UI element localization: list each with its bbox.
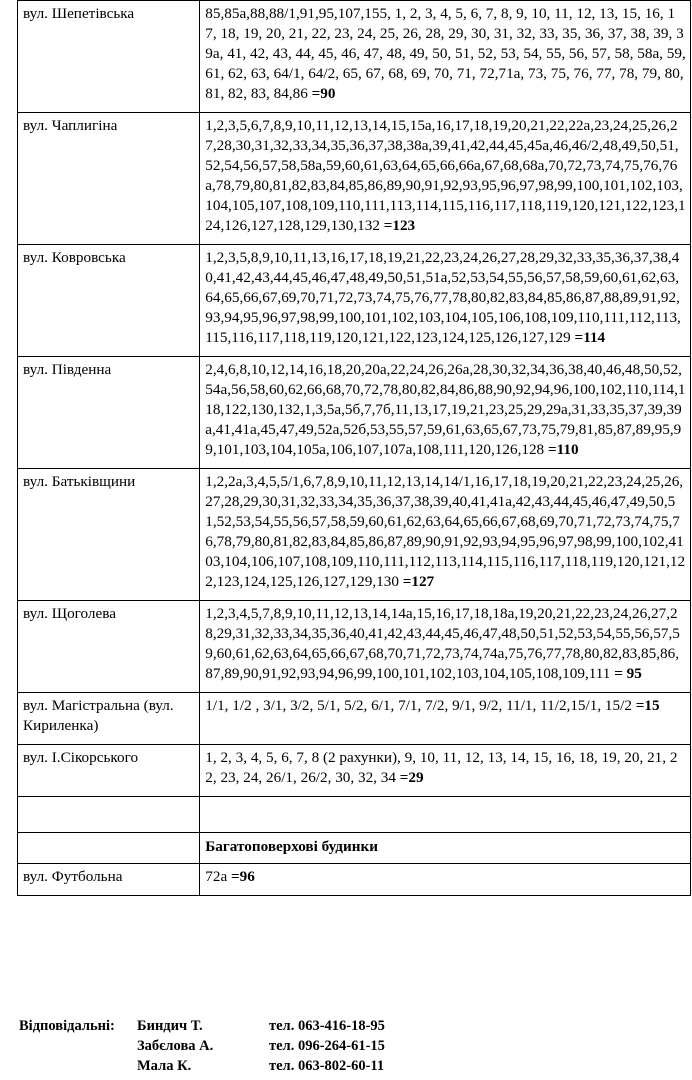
contact-row: [19, 1016, 385, 1036]
street-name: вул. Чаплигіна: [18, 113, 200, 245]
numbers-text: 2,4,6,8,10,12,14,16,18,20,20а,22,24,26,26а,28,30,32,34,36,38,40,46,48,50,52,54а,56,58,60,62,66,68,70,72,78,80,82,84,86,88,90,92,94,96,100,102,110,114,118,122,130,132,1,3,5а,5б,7,7б,11,13,17,19,21,23,25,29,29а,31,33,35,37,39,39а,41,41а,45,47,49,52а,52б,53,55,57,59,61,63,65,67,73,75,79,81,85,87,89,95,99,101,103,104,105а,106,107,107а,108,111,120,126,128: [205, 361, 686, 458]
house-numbers: [200, 357, 691, 469]
section-row: [18, 833, 691, 864]
blank-row: [18, 797, 691, 833]
numbers-text: 1,2,3,4,5,7,8,9,10,11,12,13,14,14а,15,16,17,18,18а,19,20,21,22,23,24,26,27,28,29,31,32,33,34,35,36,40,41,42,43,44,45,46,47,48,50,51,52,53,54,55,56,57,59,60,61,62,63,64,65,66,67,68,70,71,72,73,74,74а,75,76,77,78,80,82,83,85,86,87,89,90,91,92,93,94,96,99,100,101,102,103,104,105,108,109,111: [205, 605, 680, 682]
contact-row: [19, 1056, 385, 1076]
contact-phone: тел. 096-264-61-15: [269, 1038, 385, 1054]
contact-name: Биндич Т.: [137, 1018, 203, 1034]
contact-phone: тел. 063-802-60-11: [269, 1058, 385, 1074]
table-row: [18, 1, 691, 113]
blank-cell: [200, 797, 691, 833]
house-numbers: [200, 693, 691, 745]
total-count: =29: [399, 769, 424, 786]
house-numbers: [200, 113, 691, 245]
house-numbers: [200, 864, 691, 896]
section-title: Багатоповерхові будинки: [200, 833, 691, 864]
responsible-label: Відповідальні:: [19, 1018, 115, 1034]
street-name: вул. І.Сікорського: [18, 745, 200, 797]
table-row: [18, 864, 691, 896]
responsible-footer: [19, 1016, 385, 1076]
house-numbers: [200, 245, 691, 357]
numbers-text: 72а: [205, 868, 231, 885]
table-row: [18, 113, 691, 245]
numbers-text: 1,2,3,5,6,7,8,9,10,11,12,13,14,15,15а,16,17,18,19,20,21,22,22а,23,24,25,26,27,28,30,31,32,33,34,35,36,37,38,38а,39,41,42,44,45,45а,46,46/2,48,49,50,51,52,54,56,57,58,58а,59,60,61,63,64,65,66,66а,67,68,68а,70,72,73,74,75,76,76а,78,79,80,81,82,83,84,85,86,89,90,91,92,93,95,96,97,98,99,100,101,102,103,104,105,107,108,109,110,111,113,114,115,116,117,118,119,120,121,122,123,124,126,127,128,129,130,132: [205, 117, 686, 234]
table-row: [18, 245, 691, 357]
street-name: вул. Футбольна: [18, 864, 200, 896]
numbers-text: 1,2,2а,3,4,5,5/1,6,7,8,9,10,11,12,13,14,14/1,16,17,18,19,20,21,22,23,24,25,26,27,28,29,30,31,32,33,34,35,36,37,38,39,40,41,41а,42,43,44,45,46,47,49,50,51,52,53,54,55,56,57,58,59,60,61,62,63,64,65,66,67,68,69,70,71,72,73,74,75,76,78,79,80,81,82,83,84,85,86,87,89,90,91,92,93,94,95,96,97,98,99,100,102,4103,104,106,107,108,109,110,111,112,113,114,115,116,117,118,119,120,121,122,123,124,125,126,127,129,130: [205, 473, 686, 590]
table-row: [18, 469, 691, 601]
label-spacer: [19, 1056, 137, 1076]
total-count: = 95: [614, 665, 642, 682]
numbers-text: 1/1, 1/2 , 3/1, 3/2, 5/1, 5/2, 6/1, 7/1, 7/2, 9/1, 9/2, 11/1, 11/2,15/1, 15/2: [205, 697, 636, 714]
total-count: =15: [635, 697, 660, 714]
contact-phone: тел. 063-416-18-95: [269, 1018, 385, 1034]
streets-table: [17, 0, 691, 896]
street-name: вул. Магістральна (вул. Кириленка): [18, 693, 200, 745]
total-count: =114: [574, 329, 606, 346]
table-row: [18, 357, 691, 469]
table-row: [18, 601, 691, 693]
contact-name: Забєлова А.: [137, 1038, 214, 1054]
street-name: вул. Ковровська: [18, 245, 200, 357]
blank-cell: [18, 797, 200, 833]
total-count: =110: [547, 441, 579, 458]
contact-row: [19, 1036, 385, 1056]
street-name: вул. Південна: [18, 357, 200, 469]
table-row: [18, 745, 691, 797]
numbers-text: 1,2,3,5,8,9,10,11,13,16,17,18,19,21,22,23,24,26,27,28,29,32,33,35,36,37,38,40,41,42,43,44,45,46,47,48,49,50,51,51а,52,53,54,55,56,57,58,59,60,61,62,63,64,65,66,67,69,70,71,72,73,74,75,76,77,78,80,82,83,84,85,86,87,88,89,91,92,93,94,95,96,97,98,99,100,101,102,103,104,105,106,108,109,110,111,112,113,115,116,117,118,119,120,121,122,123,124,125,126,127,129: [205, 249, 681, 346]
table-row: [18, 693, 691, 745]
house-numbers: [200, 745, 691, 797]
street-name: вул. Батьківщини: [18, 469, 200, 601]
street-name: вул. Шепетівська: [18, 1, 200, 113]
total-count: =96: [231, 868, 255, 885]
numbers-text: 1, 2, 3, 4, 5, 6, 7, 8 (2 рахунки), 9, 10, 11, 12, 13, 14, 15, 16, 18, 19, 20, 21, 22, 23, 24, 26/1, 26/2, 30, 32, 34: [205, 749, 678, 786]
label-spacer: [19, 1036, 137, 1056]
house-numbers: [200, 1, 691, 113]
house-numbers: [200, 469, 691, 601]
house-numbers: [200, 601, 691, 693]
numbers-text: 85,85а,88,88/1,91,95,107,155, 1, 2, 3, 4, 5, 6, 7, 8, 9, 10, 11, 12, 13, 15, 16, 17, 18, 19, 20, 21, 22, 23, 24, 25, 26, 28, 29, 30, 31, 32, 33, 35, 36, 37, 38, 39, 39а, 41, 42, 43, 44, 45, 46, 47, 48, 49, 50, 51, 52, 53, 54, 55, 56, 57, 58, 58а, 59, 61, 62, 63, 64/1, 64/2, 65, 67, 68, 69, 70, 71, 72,71а, 73, 75, 76, 77, 78, 79, 80, 81, 82, 83, 84,86: [205, 5, 686, 102]
total-count: =123: [383, 217, 416, 234]
street-name: вул. Щоголева: [18, 601, 200, 693]
total-count: =90: [311, 85, 336, 102]
total-count: =127: [402, 573, 435, 590]
section-name-cell: [18, 833, 200, 864]
contact-name: Мала К.: [137, 1058, 192, 1074]
